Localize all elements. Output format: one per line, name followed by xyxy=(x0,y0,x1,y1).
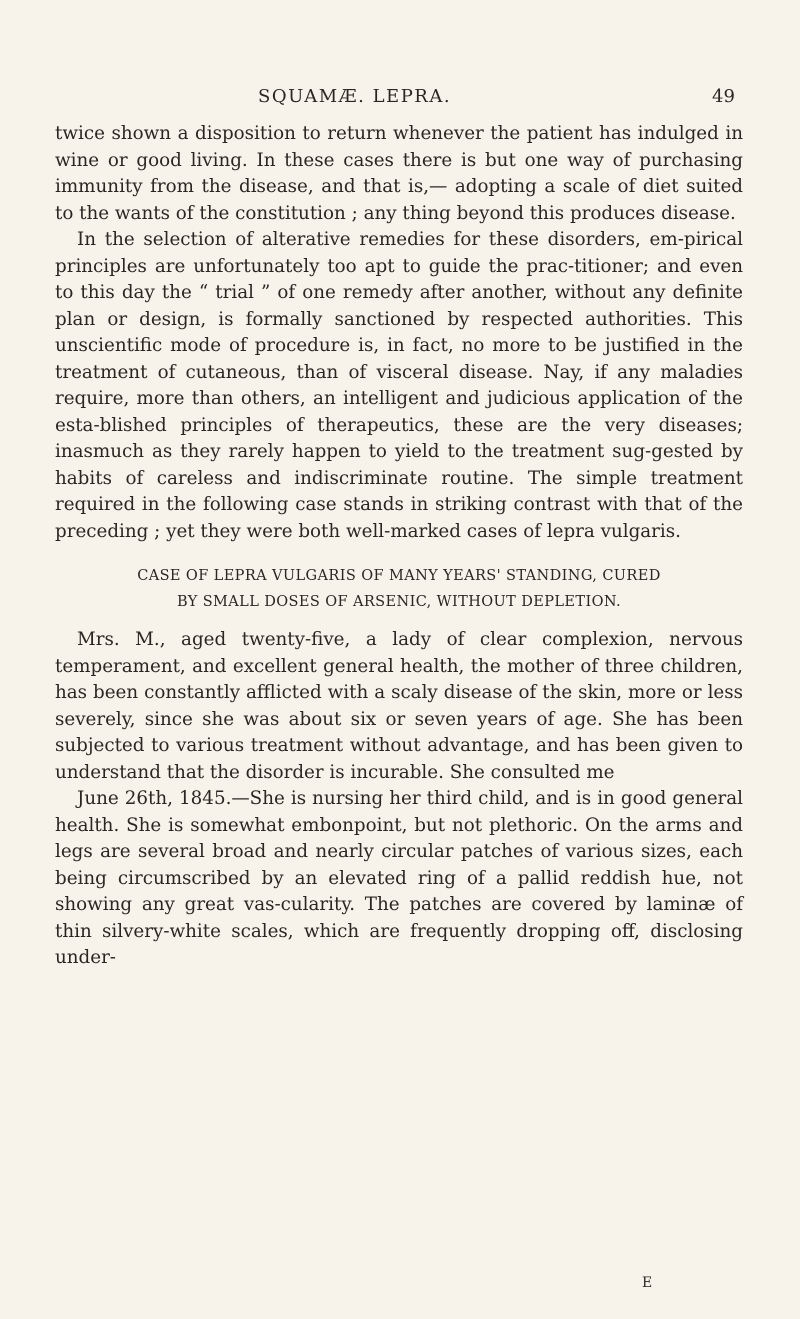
section-heading-line: BY SMALL DOSES OF ARSENIC, WITHOUT DEPLETION. xyxy=(176,594,622,610)
paragraph: In the selection of alterative remedies for these disorders, em-pirical principles are unfortunately too apt to guide the prac-titioner; and even to this day the “ trial ” of one remedy after another, without any definite plan or design, is formally sanctioned by respected authorities. This unscientific mode of procedure is, in fact, no more to be justified in the treatment of cutaneous, than of visceral disease. Nay, if any maladies require, more than others, an intelligent and judicious application of the esta-blished principles of therapeutics, these are the very diseases; inasmuch as they rarely happen to yield to the treatment sug-gested by habits of careless and indiscriminate routine. The simple treatment required in the following case stands in striking contrast with that of the preceding ; yet they were both well-marked cases of lepra vulgaris. xyxy=(55,229,743,542)
paragraph: Mrs. M., aged twenty-five, a lady of clear complexion, nervous temperament, and excellent general health, the mother of three children, has been constantly afflicted with a scaly disease of the skin, more or less severely, since she was about six or seven years of age. She has been subjected to various treatment without advantage, and has been given to understand that the disorder is incurable. She consulted me xyxy=(55,629,743,783)
running-title: SQUAMÆ. LEPRA. xyxy=(258,86,452,107)
paragraph: June 26th, 1845.—She is nursing her third child, and is in good general health. She is somewhat embonpoint, but not plethoric. On the arms and legs are several broad and nearly circular patches of various sizes, each being circumscribed by an elevated ring of a pallid reddish hue, not showing any great vas-cularity. The patches are covered by laminæ of thin silvery-white scales, which are frequently dropping off, disclosing under- xyxy=(55,788,743,968)
running-head xyxy=(0,86,800,116)
page-number: 49 xyxy=(712,86,735,107)
signature-mark: E xyxy=(642,1275,653,1291)
section-heading-line: CASE OF LEPRA VULGARIS OF MANY YEARS' STANDING, CURED xyxy=(137,568,661,584)
section-heading xyxy=(55,563,743,615)
body-text xyxy=(55,121,743,972)
paragraph: twice shown a disposition to return whenever the patient has indulged in wine or good living. In these cases there is but one way of purchasing immunity from the disease, and that is,— adopting a scale of diet suited to the wants of the constitution ; any thing beyond this produces disease. xyxy=(55,123,743,224)
